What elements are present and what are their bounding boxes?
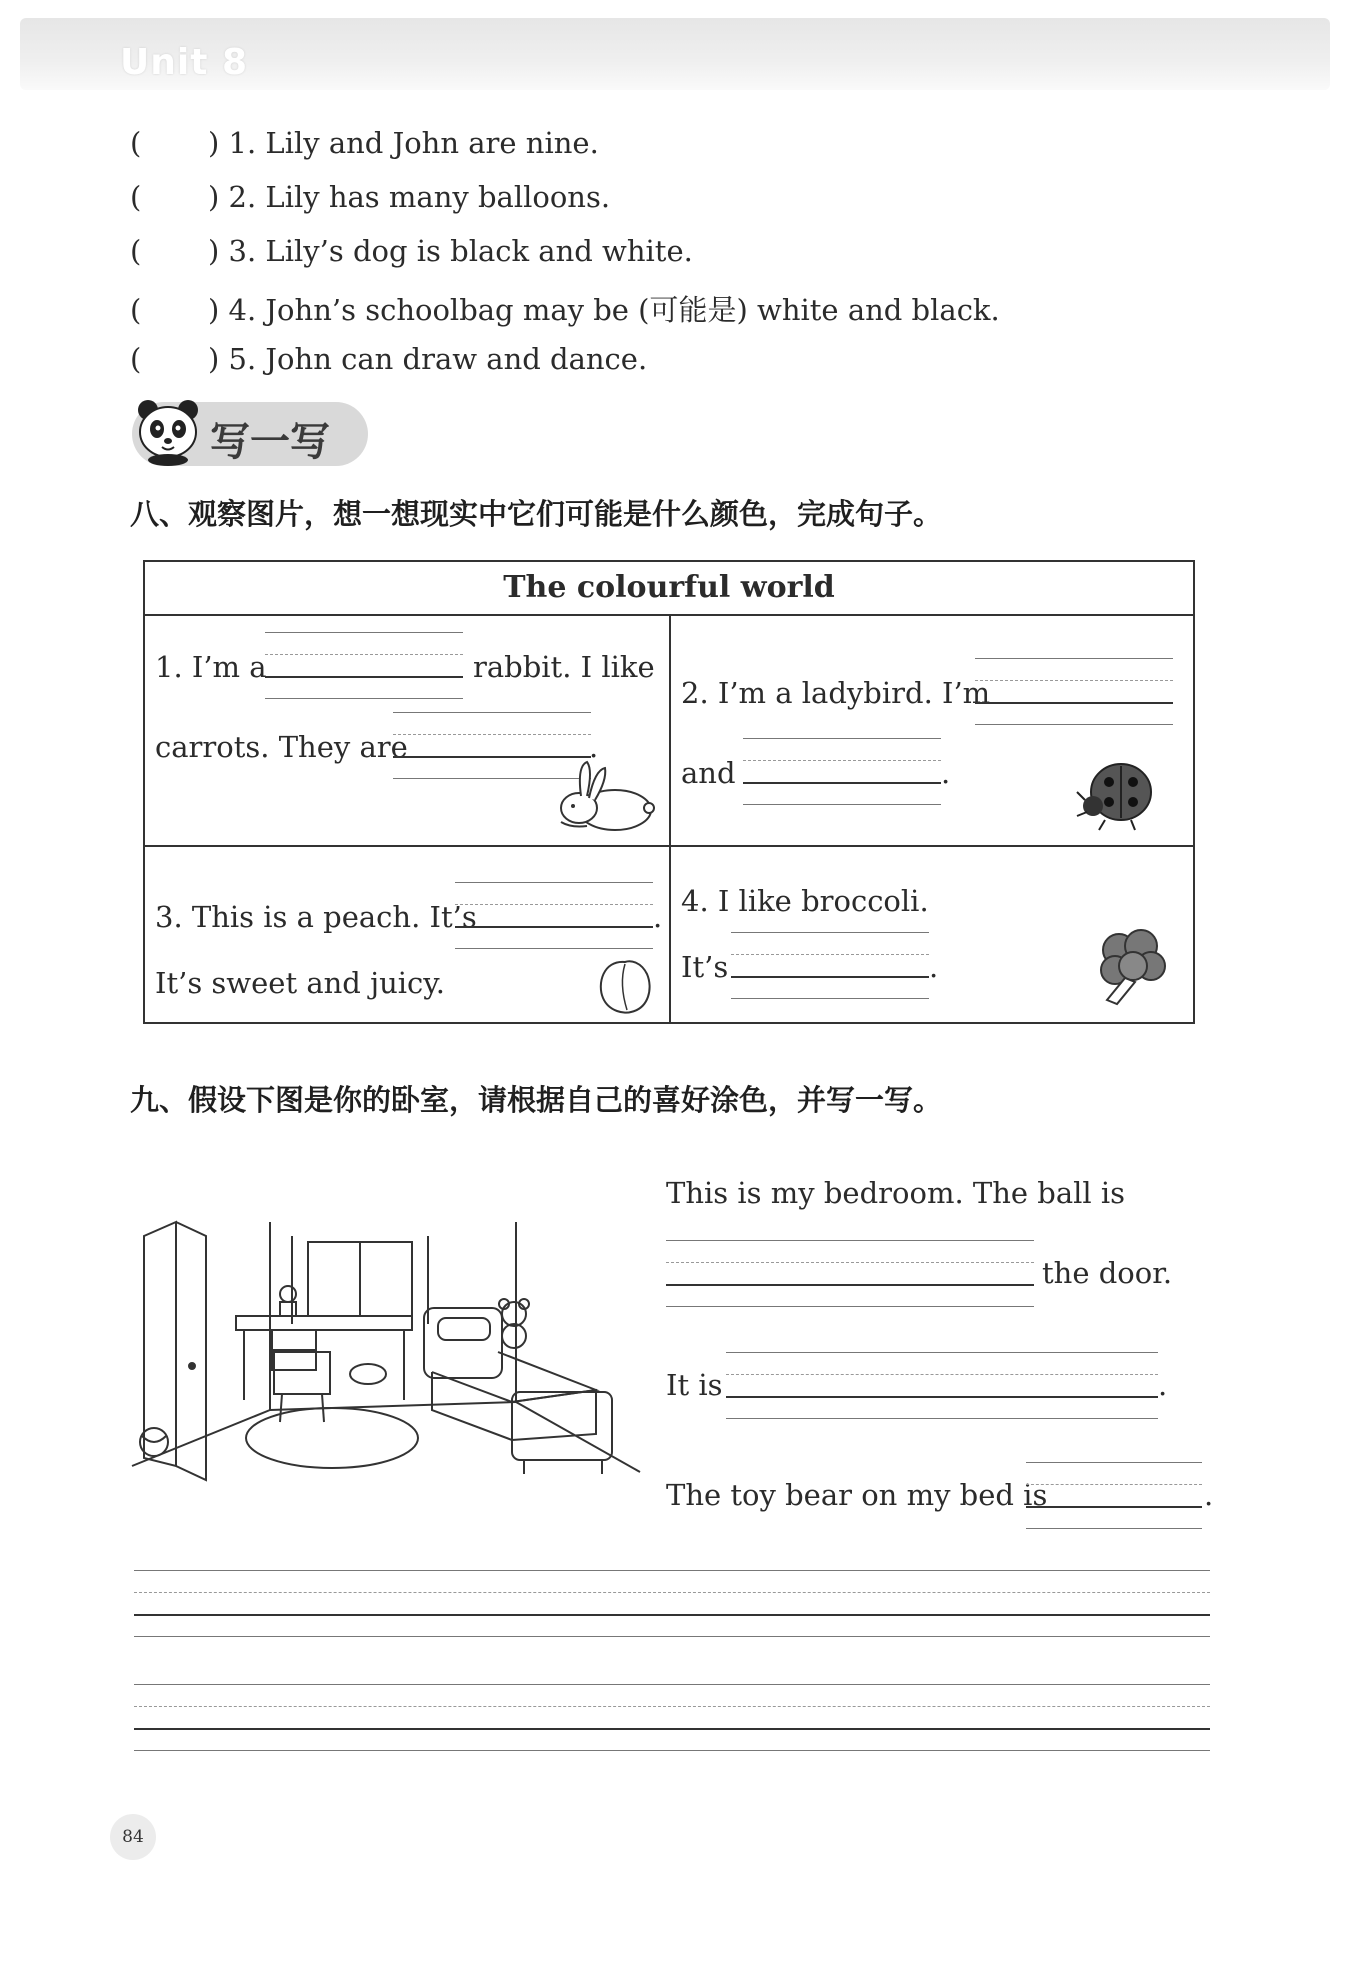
answer-paren[interactable]: ( — [130, 180, 142, 214]
s9-line2: the door. — [1042, 1256, 1173, 1290]
cell2-period: . — [941, 756, 951, 790]
peach-icon — [595, 954, 655, 1016]
cell3-text-c: It’s sweet and juicy. — [155, 966, 446, 1000]
cell3-blank-1[interactable] — [455, 882, 653, 952]
tf-item-4: ( ) 4. John’s schoolbag may be (可能是) white and black. — [130, 293, 1000, 327]
rabbit-icon — [551, 758, 655, 834]
cell4-period: . — [929, 950, 939, 984]
tf-text: 3. Lily’s dog is black and white. — [228, 234, 693, 268]
cell3-text-a: 3. This is a peach. It’s — [155, 900, 477, 934]
tf-text: 2. Lily has many balloons. — [228, 180, 611, 214]
cell4-text-a: 4. I like broccoli. — [681, 884, 929, 918]
cell1-blank-1[interactable] — [265, 632, 463, 702]
cell1-text-b: rabbit. I like — [473, 650, 655, 684]
table-divider-h — [145, 845, 1193, 847]
tf-text: 5. John can draw and dance. — [228, 342, 648, 376]
section9-title: 九、假设下图是你的卧室，请根据自己的喜好涂色，并写一写。 — [130, 1083, 943, 1117]
answer-paren[interactable]: ( — [130, 126, 142, 160]
tf-item-5: ( ) 5. John can draw and dance. — [130, 342, 648, 376]
write-section-title: 写一写 — [210, 419, 330, 465]
tf-item-1: ( ) 1. Lily and John are nine. — [130, 126, 599, 160]
cell1-text-a: 1. I’m a — [155, 650, 267, 684]
ladybird-icon — [1075, 754, 1159, 834]
s9-line4a: The toy bear on my bed is — [666, 1478, 1048, 1512]
table-divider-v — [669, 614, 671, 1024]
s9-blank-ball[interactable] — [666, 1240, 1034, 1310]
cell2-blank-1[interactable] — [975, 658, 1173, 728]
tf-text: 4. John’s schoolbag may be (可能是) white and black. — [228, 293, 1000, 327]
s9-line1: This is my bedroom. The ball is — [666, 1176, 1126, 1210]
cell4-text-b: It’s — [681, 950, 729, 984]
cell2-text-a: 2. I’m a ladybird. I’m — [681, 676, 991, 710]
broccoli-icon — [1095, 926, 1169, 1006]
colourful-world-table — [143, 560, 1195, 1024]
table-title: The colourful world — [145, 562, 1193, 616]
cell3-period: . — [653, 900, 663, 934]
writing-line-2[interactable] — [134, 1684, 1210, 1754]
answer-paren[interactable]: ( — [130, 234, 142, 268]
cell2-text-b: and — [681, 756, 736, 790]
tf-text: 1. Lily and John are nine. — [228, 126, 599, 160]
panda-icon — [134, 398, 204, 464]
s9-blank-it-is[interactable] — [726, 1352, 1158, 1422]
cell1-text-c: carrots. They are — [155, 730, 408, 764]
answer-paren[interactable]: ( — [130, 342, 142, 376]
unit-label: Unit 8 — [120, 42, 248, 83]
cell1-period: . — [589, 730, 599, 764]
section8-title: 八、观察图片，想一想现实中它们可能是什么颜色，完成句子。 — [130, 497, 943, 531]
answer-paren[interactable]: ( — [130, 293, 142, 327]
tf-item-3: ( ) 3. Lily’s dog is black and white. — [130, 234, 693, 268]
s9-line4b: . — [1204, 1478, 1214, 1512]
s9-line3a: It is — [666, 1368, 723, 1402]
cell4-blank-1[interactable] — [731, 932, 929, 1002]
cell2-blank-2[interactable] — [743, 738, 941, 808]
s9-blank-bear[interactable] — [1026, 1462, 1202, 1532]
s9-line3b: . — [1158, 1368, 1168, 1402]
page-number: 84 — [110, 1814, 156, 1860]
bedroom-illustration — [132, 1222, 640, 1482]
tf-item-2: ( ) 2. Lily has many balloons. — [130, 180, 611, 214]
writing-line-1[interactable] — [134, 1570, 1210, 1640]
